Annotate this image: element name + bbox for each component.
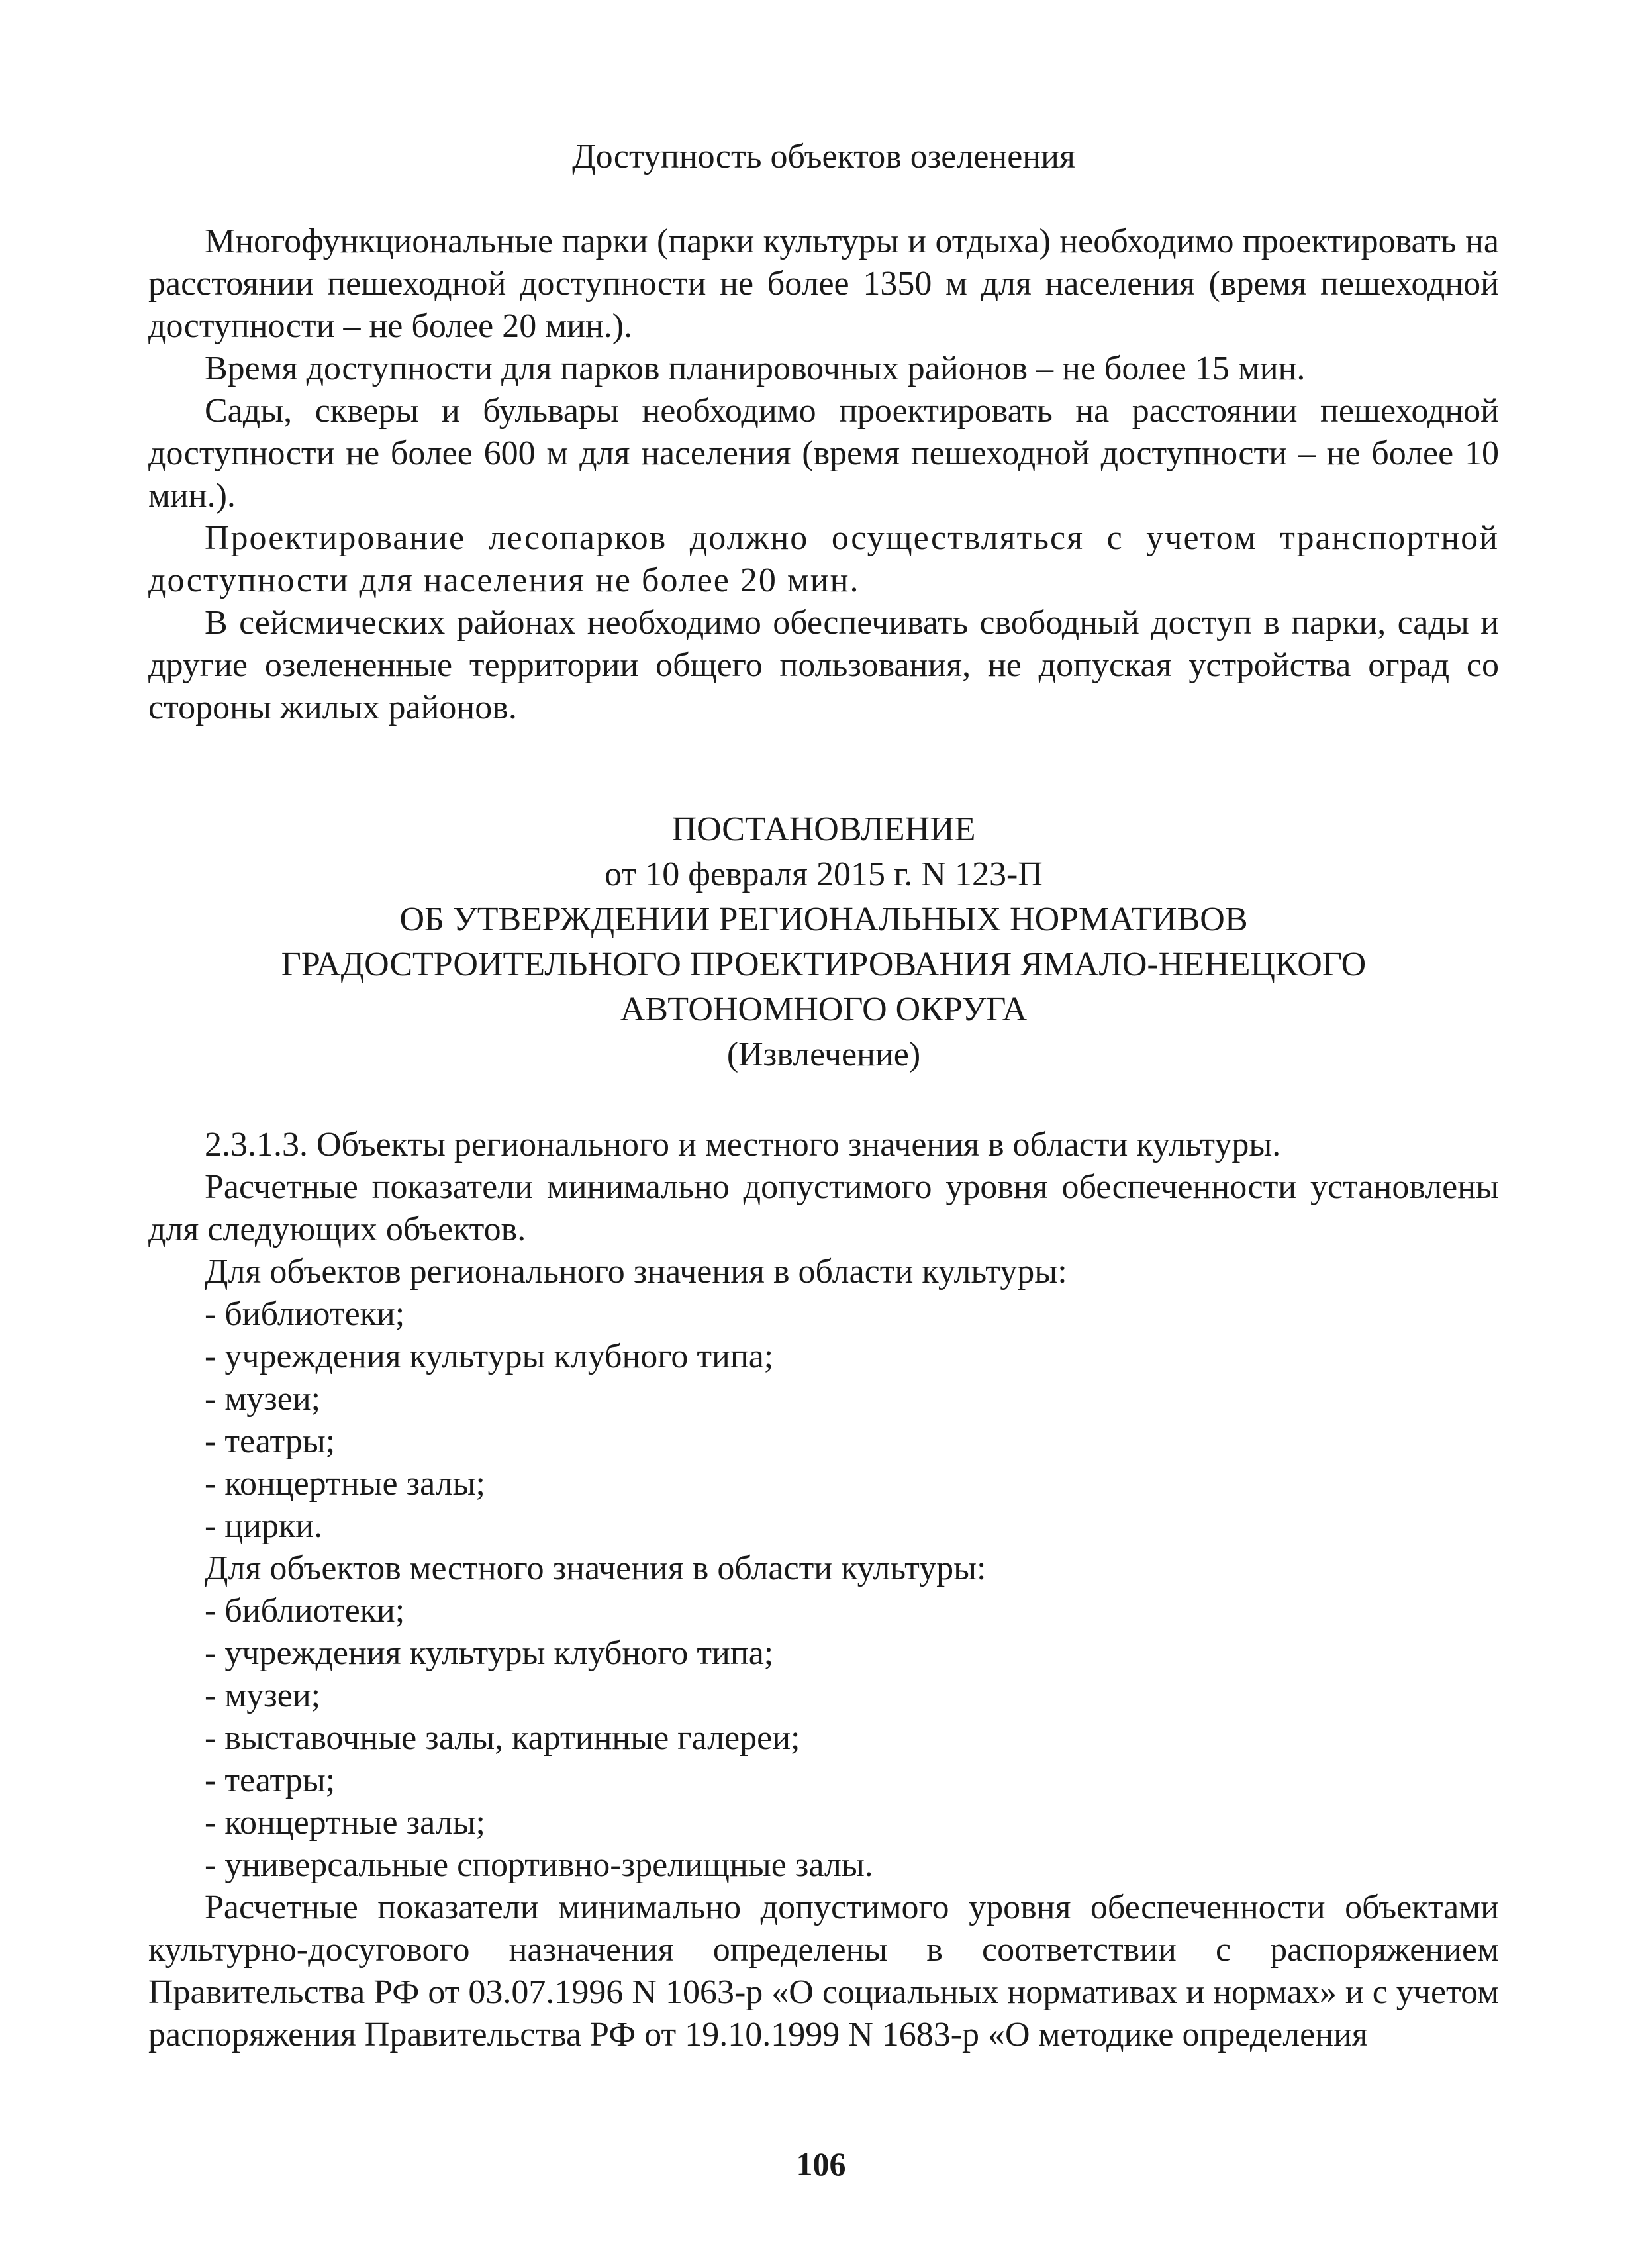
page-number: 106	[796, 2145, 846, 2183]
list-item: - учреждения культуры клубного типа;	[205, 1634, 774, 1672]
document-page	[148, 136, 1499, 2056]
decree-date-number: от 10 февраля 2015 г. N 123-П	[604, 856, 1043, 893]
list-item: - театры;	[205, 1761, 336, 1799]
list-item: - цирки.	[205, 1507, 323, 1545]
list-item: - концертные залы;	[205, 1465, 485, 1503]
list-item: - театры;	[205, 1422, 336, 1460]
regional-list	[148, 1293, 1499, 1548]
decree-note: (Извлечение)	[726, 1036, 921, 1073]
list-item: - музеи;	[205, 1380, 321, 1418]
list-item: - выставочные залы, картинные галереи;	[205, 1719, 800, 1757]
section-heading: Доступность объектов озеленения	[572, 138, 1075, 175]
intro-section	[148, 221, 1499, 729]
list-item: - универсальные спортивно-зрелищные залы.	[205, 1846, 873, 1884]
decree-subject-line-3: АВТОНОМНОГО ОКРУГА	[620, 991, 1028, 1028]
local-list	[148, 1590, 1499, 1887]
decree-subject-line-1: ОБ УТВЕРЖДЕНИИ РЕГИОНАЛЬНЫХ НОРМАТИВОВ	[399, 901, 1248, 938]
list-item: - концертные залы;	[205, 1804, 485, 1842]
paragraph-seismic: В сейсмических районах необходимо обеспечивать свободный доступ в парки, сады и другие озелененные территории общего пользования, не допуская устройства оград со стороны жилых районов.	[148, 604, 1499, 726]
paragraph-gardens: Сады, скверы и бульвары необходимо проектировать на расстоянии пешеходной доступности не более 600 м для населения (время пешеходной доступности – не более 10 мин.).	[148, 392, 1499, 515]
regional-intro: Для объектов регионального значения в области культуры:	[205, 1253, 1067, 1291]
paragraph-forest-parks: Проектирование лесопарков должно осуществляться с учетом транспортной доступности для населения не более 20 мин.	[148, 519, 1499, 599]
closing-paragraph: Расчетные показатели минимально допустимого уровня обеспеченности объектами культурно-досугового назначения определены в соответствии с распоряжением Правительства РФ от 03.07.1996 N 1063-р «О социальных нормативах и нормах» и с учетом распоряжения Правительства РФ от 19.10.1999 N 1683-р «О методике определения	[148, 1889, 1499, 2053]
list-item: - библиотеки;	[205, 1295, 405, 1333]
decree-title-block	[148, 807, 1499, 1077]
paragraph-parks: Многофункциональные парки (парки культуры и отдыха) необходимо проектировать на расстоянии пешеходной доступности не более 1350 м для населения (время пешеходной доступности – не более 20 мин.).	[148, 222, 1499, 345]
clause-heading: 2.3.1.3. Объекты регионального и местного значения в области культуры.	[205, 1126, 1281, 1163]
decree-body	[148, 1124, 1499, 2056]
paragraph-district-parks: Время доступности для парков планировочных районов – не более 15 мин.	[205, 350, 1306, 387]
list-item: - учреждения культуры клубного типа;	[205, 1338, 774, 1375]
indicators-intro: Расчетные показатели минимально допустимого уровня обеспеченности установлены для следующих объектов.	[148, 1168, 1499, 1248]
list-item: - музеи;	[205, 1677, 321, 1714]
decree-title: ПОСТАНОВЛЕНИЕ	[671, 811, 976, 848]
decree-subject-line-2: ГРАДОСТРОИТЕЛЬНОГО ПРОЕКТИРОВАНИЯ ЯМАЛО-НЕНЕЦКОГО	[281, 946, 1367, 983]
local-intro: Для объектов местного значения в области культуры:	[205, 1550, 987, 1587]
list-item: - библиотеки;	[205, 1592, 405, 1630]
